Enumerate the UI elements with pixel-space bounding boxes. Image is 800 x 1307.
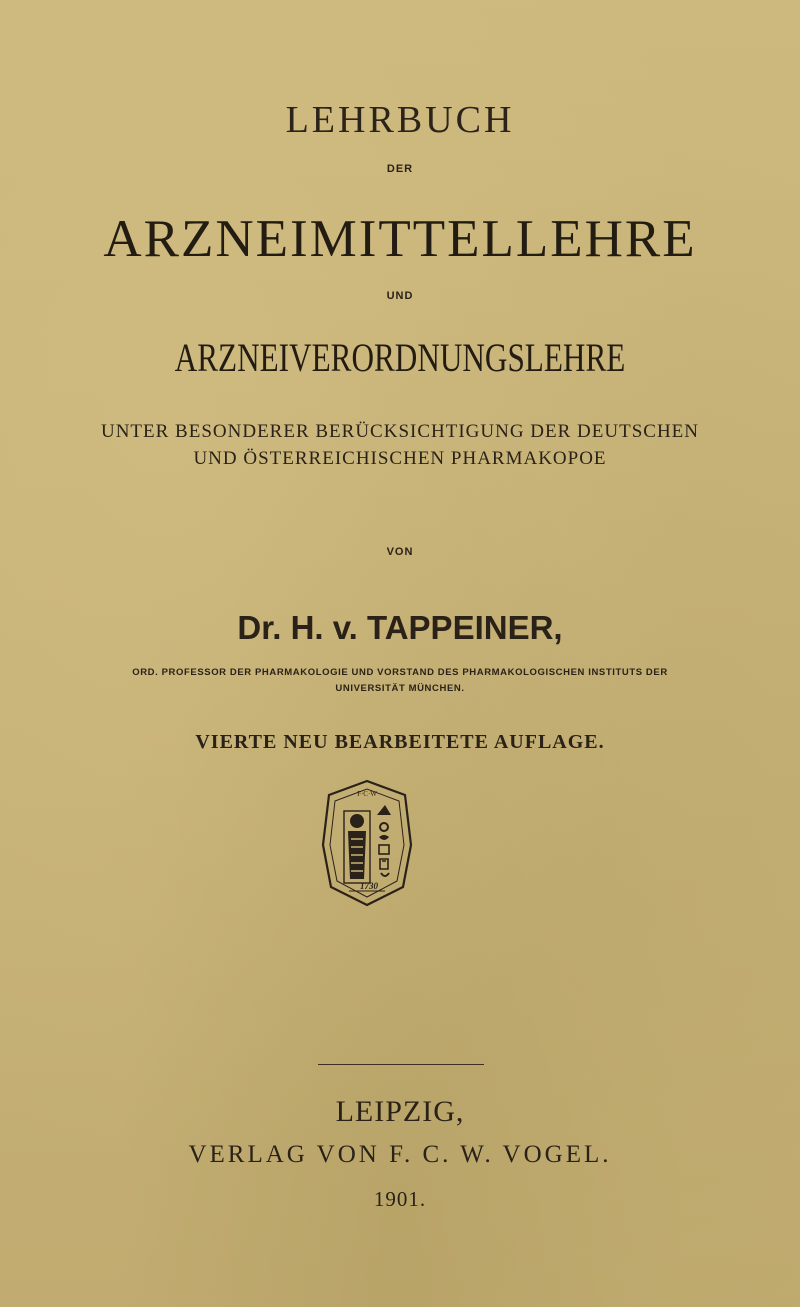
author-title-line-2: UNIVERSITÄT MÜNCHEN. — [335, 683, 465, 694]
main-title: ARZNEIMITTELLEHRE — [103, 210, 697, 268]
title-und: UND — [386, 290, 414, 302]
divider-rule — [318, 1064, 484, 1065]
author-name: Dr. H. v. TAPPEINER, — [237, 609, 563, 646]
subtitle: ARZNEIVERORDNUNGSLEHRE — [174, 335, 626, 380]
title-der: DER — [386, 163, 414, 175]
book-title-lehrbuch: LEHRBUCH — [285, 99, 515, 141]
publication-city: LEIPZIG, — [335, 1095, 465, 1128]
edition-statement: VIERTE NEU BEARBEITETE AUFLAGE. — [195, 731, 605, 753]
publication-year: 1901. — [373, 1187, 427, 1211]
description-line-1: UNTER BESONDERER BERÜCKSICHTIGUNG DER DEUTSCHEN — [100, 421, 699, 442]
seal-text-top: F·C·W — [357, 790, 377, 798]
description-line-2: UND ÖSTERREICHISCHEN PHARMAKOPOE — [193, 448, 607, 469]
publisher-name: VERLAG VON F. C. W. VOGEL. — [188, 1141, 612, 1168]
author-title-line-1: ORD. PROFESSOR DER PHARMAKOLOGIE UND VORSTAND DES PHARMAKOLOGISCHEN INSTITUTS DER — [132, 667, 668, 678]
by-label: VON — [386, 546, 414, 558]
seal-text-bottom: 1730 — [360, 881, 378, 891]
publisher-seal-icon — [311, 775, 423, 911]
